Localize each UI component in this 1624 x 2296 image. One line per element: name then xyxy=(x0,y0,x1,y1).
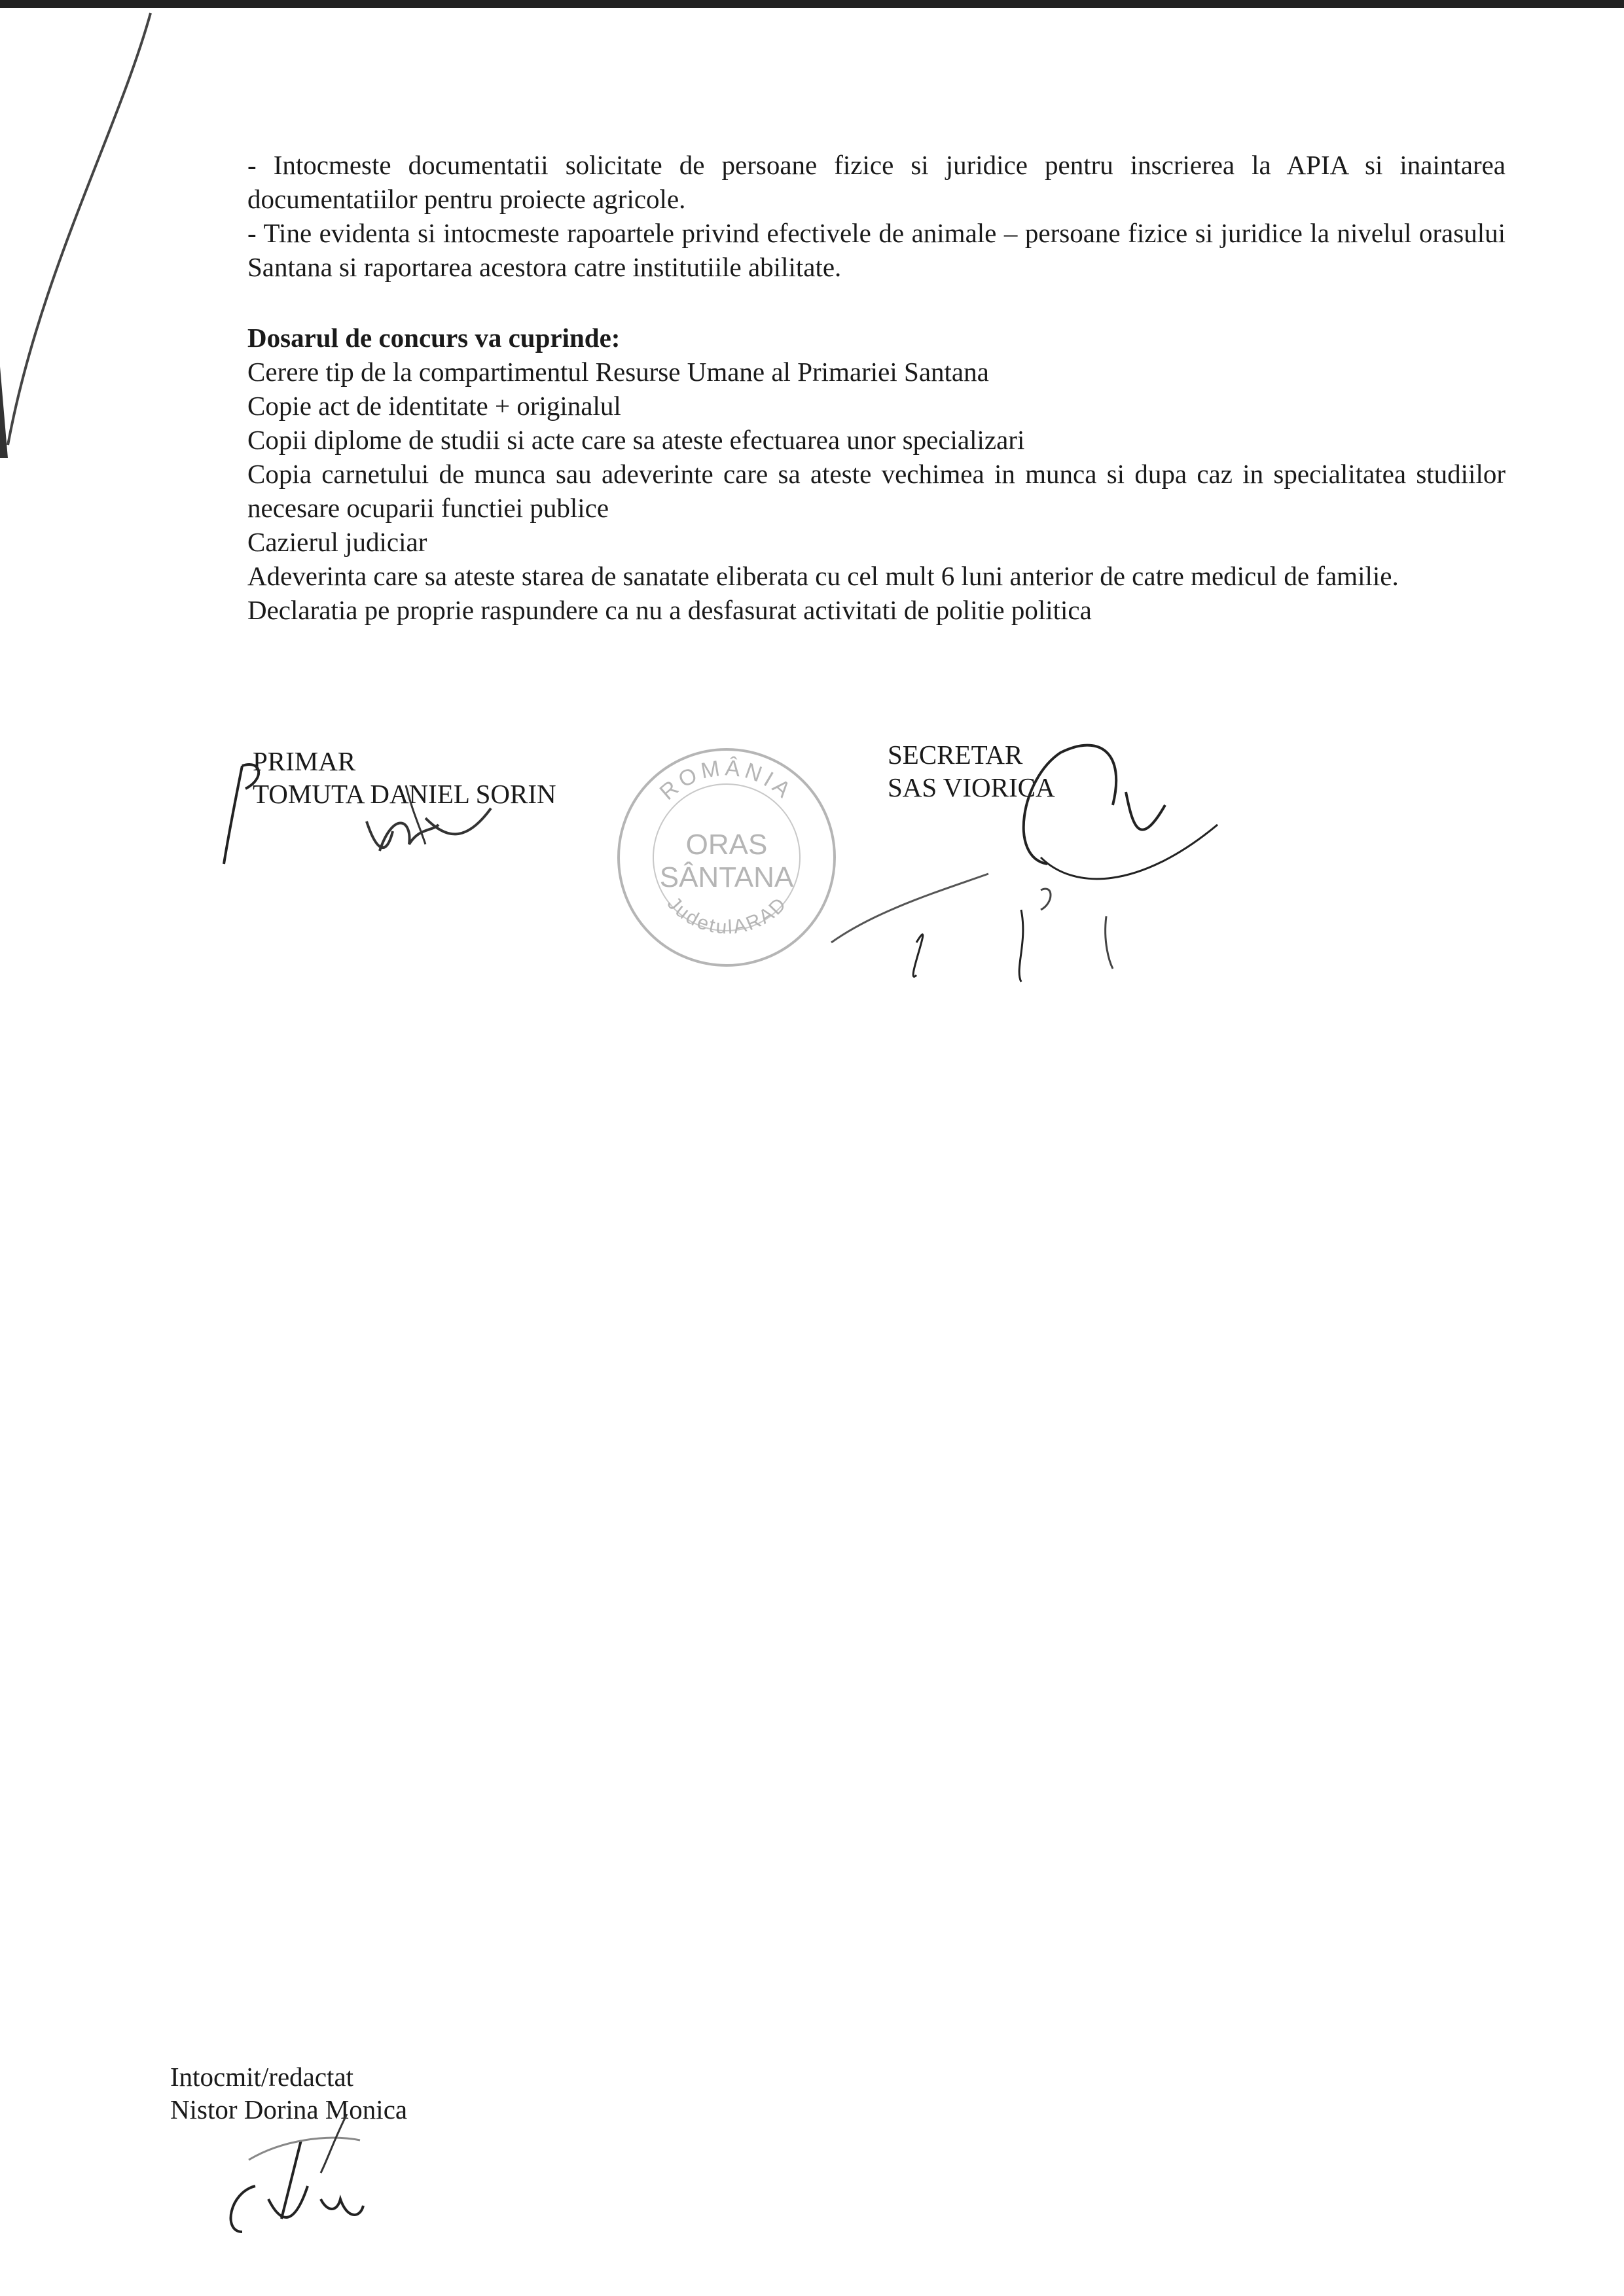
duty-paragraph-2: - Tine evidenta si intocmeste rapoartele privind efectivele de animale – persoane fizice si juridice la nivelul orasului Santana si raportarea acestora catre institutiile abilitate. xyxy=(247,218,1506,282)
secretary-name: SAS VIORICA xyxy=(888,772,1055,802)
scan-page-edge xyxy=(0,0,196,458)
dossier-item: Copie act de identitate + originalul xyxy=(247,391,621,421)
stamp-center-line1: ORAS xyxy=(685,829,768,861)
dossier-item: Copii diplome de studii si acte care sa ateste efectuarea unor specializari xyxy=(247,425,1025,455)
dossier-item: Declaratia pe proprie raspundere ca nu a desfasurat activitati de politie politica xyxy=(247,595,1092,625)
dossier-item: Copia carnetului de munca sau adeverinte care sa ateste vechimea in munca si dupa caz in specialitatea studiilor necesare ocuparii functiei publice xyxy=(247,459,1506,523)
secretary-title: SECRETAR xyxy=(888,740,1023,770)
secretary-handwritten-signature xyxy=(825,694,1244,995)
duty-paragraph-1: - Intocmeste documentatii solicitate de persoane fizice si juridice pentru inscrierea la APIA si inaintarea documentatiilor pentru proiecte agricole. xyxy=(247,150,1506,214)
drafter-handwritten-signature xyxy=(196,2114,412,2245)
drafted-name: Nistor Dorina Monica xyxy=(170,2094,408,2125)
drafted-label: Intocmit/redactat xyxy=(170,2062,354,2092)
dossier-item: Cerere tip de la compartimentul Resurse Umane al Primariei Santana xyxy=(247,357,989,387)
dossier-heading: Dosarul de concurs va cuprinde: xyxy=(247,323,621,353)
document-body xyxy=(247,148,1506,627)
mayor-title: PRIMAR xyxy=(253,746,356,776)
stamp-bottom-text: JudetulARAD xyxy=(662,892,792,939)
scan-top-border xyxy=(0,0,1624,8)
stamp-top-text: ROMÂNIA xyxy=(655,755,799,806)
dossier-item: Adeverinta care sa ateste starea de sanatate eliberata cu cel mult 6 luni anterior de catre medicul de familie. xyxy=(247,561,1399,591)
svg-text:JudetulARAD xyxy=(663,893,791,939)
official-stamp xyxy=(612,740,841,975)
mayor-name: TOMUTA DANIEL SORIN xyxy=(253,779,556,809)
dossier-item: Cazierul judiciar xyxy=(247,527,427,557)
stamp-center-line2: SÂNTANA xyxy=(659,861,794,893)
mayor-handwritten-signature xyxy=(216,759,517,877)
